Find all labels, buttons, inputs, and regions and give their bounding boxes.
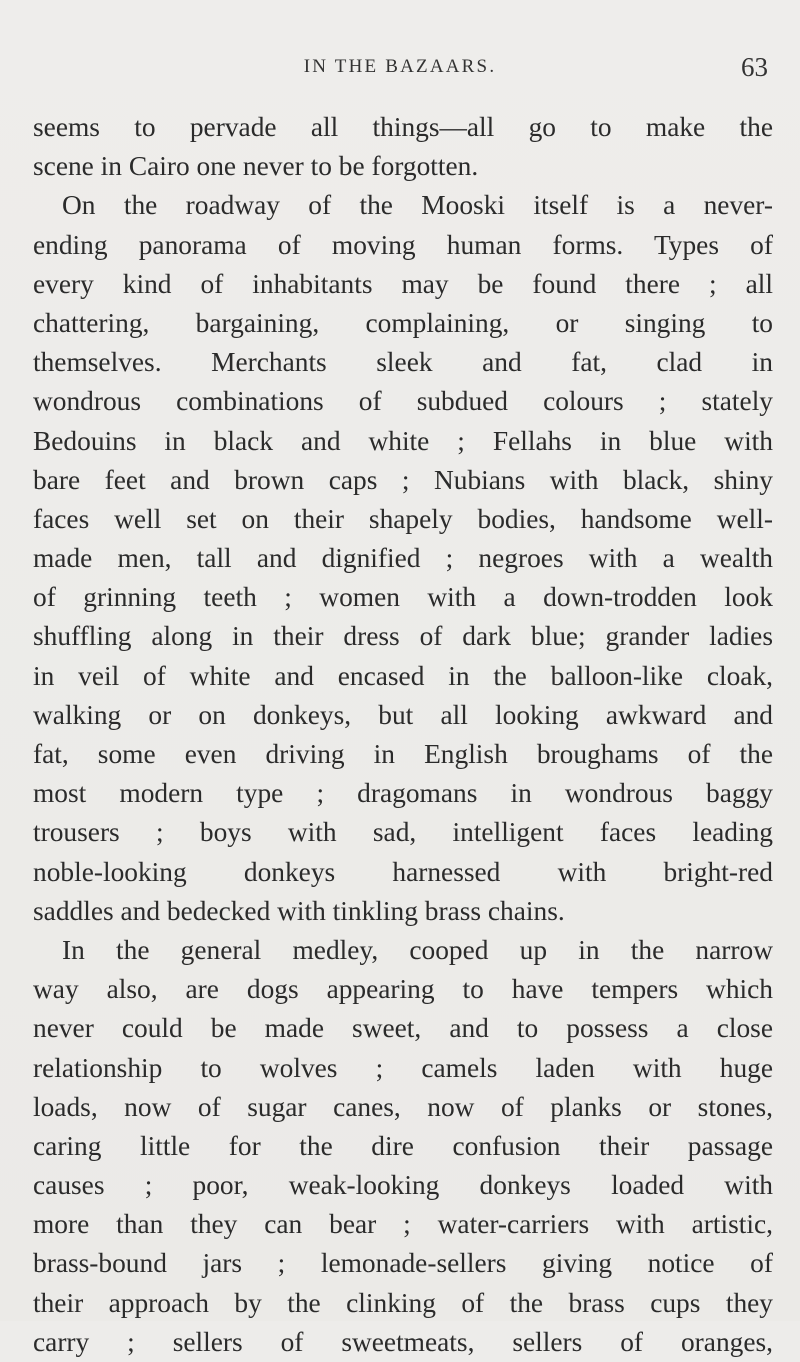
text-line: bare feet and brown caps ; Nubians with black, shiny — [33, 464, 773, 495]
text-line: never could be made sweet, and to possess a close — [33, 1013, 773, 1044]
text-line: ending panorama of moving human forms. Types of — [33, 229, 773, 260]
text-line: brass-bound jars ; lemonade-sellers giving notice of — [33, 1248, 773, 1279]
text-line: walking or on donkeys, but all looking awkward and — [33, 699, 773, 730]
text-line: carry ; sellers of sweetmeats, sellers of oranges, — [33, 1326, 773, 1357]
running-head: IN THE BAZAARS. — [303, 56, 497, 77]
text-line: made men, tall and dignified ; negroes with a wealth — [33, 543, 773, 574]
text-line: of grinning teeth ; women with a down-trodden look — [33, 582, 773, 613]
text-line: loads, now of sugar canes, now of planks or stones, — [33, 1091, 773, 1122]
text-line: saddles and bedecked with tinkling brass chains. — [33, 895, 565, 926]
text-line: scene in Cairo one never to be forgotten. — [33, 151, 479, 182]
text-line: wondrous combinations of subdued colours ; stately — [33, 386, 773, 417]
text-line: causes ; poor, weak-looking donkeys loaded with — [33, 1170, 773, 1201]
text-line: chattering, bargaining, complaining, or singing to — [33, 307, 773, 338]
page-header — [0, 52, 800, 92]
page-number: 63 — [741, 52, 768, 82]
text-line: fat, some even driving in English broughams of the — [33, 739, 773, 769]
text-line: more than they can bear ; water-carriers with artistic, — [33, 1209, 773, 1240]
text-line: most modern type ; dragomans in wondrous baggy — [33, 778, 773, 809]
text-line: their approach by the clinking of the brass cups they — [33, 1287, 773, 1318]
text-line: faces well set on their shapely bodies, handsome well- — [33, 503, 773, 534]
text-line: relationship to wolves ; camels laden with huge — [33, 1052, 773, 1083]
text-line: in veil of white and encased in the balloon-like cloak, — [33, 660, 773, 691]
text-line: shuffling along in their dress of dark blue; grander ladies — [33, 621, 773, 652]
text-line: On the roadway of the Mooski itself is a never- — [62, 190, 773, 221]
body-text — [33, 108, 773, 1362]
text-line: noble-looking donkeys harnessed with bright-red — [33, 856, 773, 887]
text-line: every kind of inhabitants may be found there ; all — [33, 268, 773, 299]
text-line: In the general medley, cooped up in the narrow — [62, 934, 773, 965]
text-line: Bedouins in black and white ; Fellahs in blue with — [33, 425, 773, 456]
text-line: seems to pervade all things—all go to make the — [33, 112, 773, 142]
text-line: themselves. Merchants sleek and fat, clad in — [33, 347, 773, 378]
text-line: way also, are dogs appearing to have tempers which — [33, 974, 773, 1005]
text-line: caring little for the dire confusion their passage — [33, 1130, 773, 1161]
text-line: trousers ; boys with sad, intelligent faces leading — [33, 817, 773, 848]
